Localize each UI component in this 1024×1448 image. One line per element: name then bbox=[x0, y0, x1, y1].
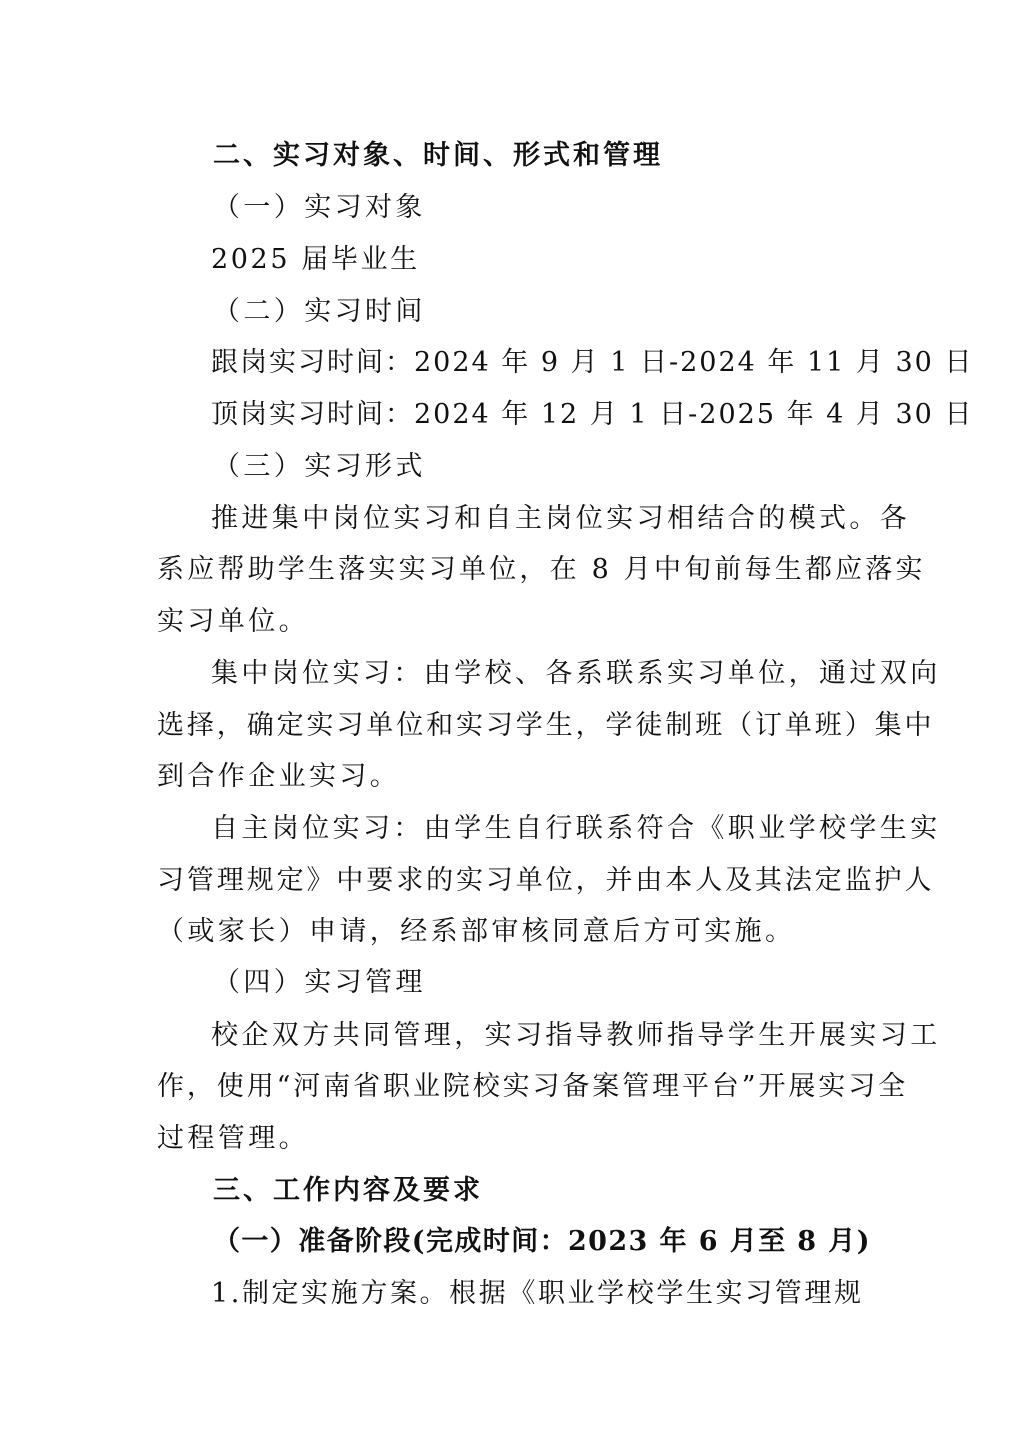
subheading-time: （二）实习时间 bbox=[213, 296, 426, 327]
section-heading-2: 二、实习对象、时间、形式和管理 bbox=[213, 140, 663, 171]
subheading-target: （一）实习对象 bbox=[213, 192, 426, 223]
subheading-form: （三）实习形式 bbox=[213, 451, 426, 482]
time-line-1: 跟岗实习时间：2024 年 9 月 1 日-2024 年 11 月 30 日 bbox=[211, 347, 974, 378]
paragraph-line: 选择，确定实习单位和实习学生，学徒制班（订单班）集中 bbox=[157, 710, 935, 741]
paragraph-line: 到合作企业实习。 bbox=[157, 761, 401, 792]
paragraph-line: 1.制定实施方案。根据《职业学校学生实习管理规 bbox=[211, 1278, 864, 1309]
time-line-2: 顶岗实习时间：2024 年 12 月 1 日-2025 年 4 月 30 日 bbox=[211, 399, 974, 430]
paragraph-line: 校企双方共同管理，实习指导教师指导学生开展实习工 bbox=[211, 1020, 941, 1051]
paragraph-line: 自主岗位实习：由学生自行联系符合《职业学校学生实 bbox=[211, 813, 941, 844]
paragraph-line: 推进集中岗位实习和自主岗位实习相结合的模式。各 bbox=[211, 503, 911, 534]
section-heading-3: 三、工作内容及要求 bbox=[213, 1175, 483, 1206]
paragraph-line: 作，使用“河南省职业院校实习备案管理平台”开展实习全 bbox=[157, 1071, 909, 1102]
paragraph-line: 系应帮助学生落实实习单位，在 8 月中旬前每生都应落实 bbox=[157, 554, 926, 585]
subheading-preparation: （一）准备阶段(完成时间：2023 年 6 月至 8 月) bbox=[213, 1226, 871, 1257]
paragraph-line: 过程管理。 bbox=[157, 1123, 309, 1154]
subheading-management: （四）实习管理 bbox=[213, 967, 426, 998]
paragraph-line: 集中岗位实习：由学校、各系联系实习单位，通过双向 bbox=[211, 658, 941, 689]
paragraph-line: （或家长）申请，经系部审核同意后方可实施。 bbox=[157, 916, 796, 947]
paragraph-line: 习管理规定》中要求的实习单位，并由本人及其法定监护人 bbox=[157, 865, 935, 896]
target-text: 2025 届毕业生 bbox=[211, 244, 420, 275]
paragraph-line: 实习单位。 bbox=[157, 606, 309, 637]
